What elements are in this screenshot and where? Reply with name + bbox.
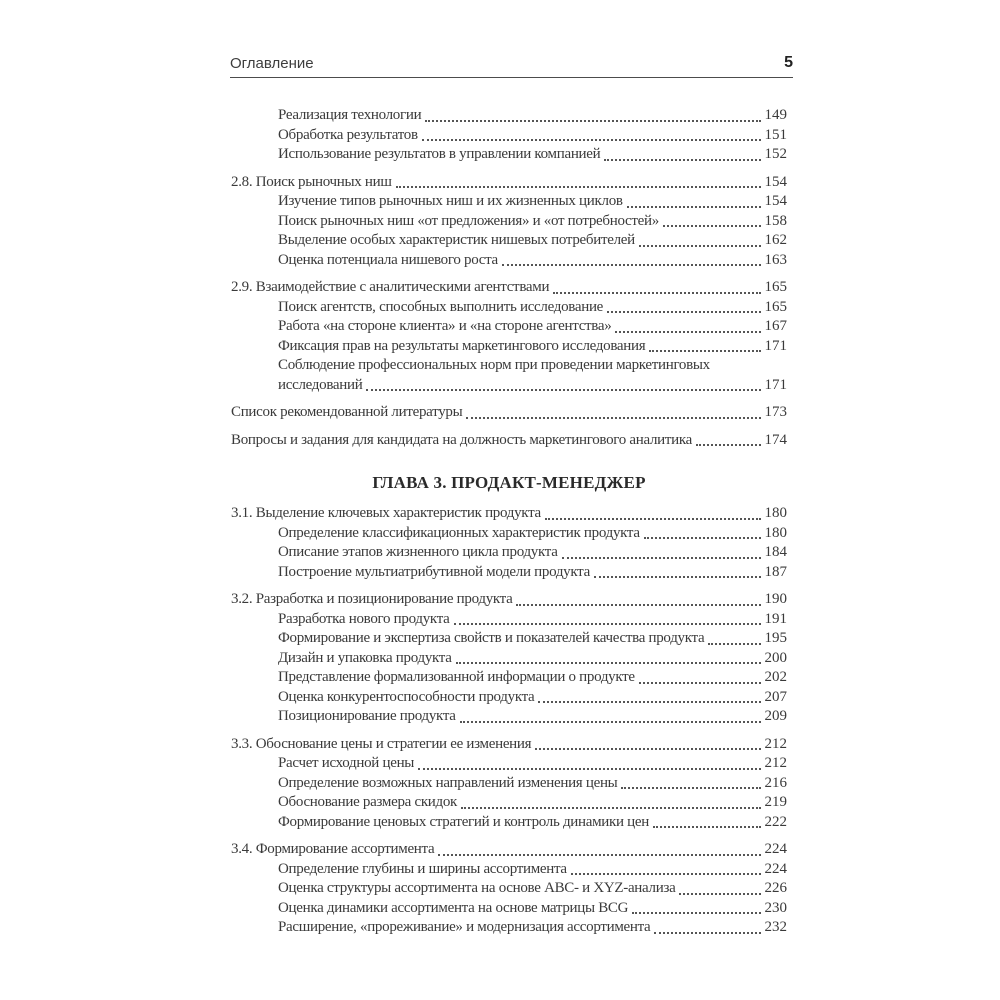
toc-entry bbox=[231, 504, 787, 524]
toc-entry bbox=[231, 278, 787, 298]
toc-entry bbox=[231, 431, 787, 451]
entry-page-number: 154 bbox=[764, 193, 787, 209]
entry-label: Использование результатов в управлении компанией bbox=[278, 146, 601, 162]
entry-page-number: 226 bbox=[764, 880, 787, 896]
dot-leader-icon bbox=[424, 106, 761, 126]
entry-label: 3.4. Формирование ассортимента bbox=[231, 841, 435, 857]
toc-entry bbox=[231, 376, 787, 396]
dot-leader-icon bbox=[603, 145, 761, 165]
toc-entry bbox=[231, 356, 787, 376]
dot-leader-icon bbox=[365, 376, 761, 396]
entry-page-number: 219 bbox=[764, 794, 787, 810]
dot-leader-icon bbox=[652, 813, 762, 833]
dot-leader-icon bbox=[501, 251, 762, 271]
entry-page-number: 152 bbox=[764, 146, 787, 162]
dot-leader-icon bbox=[459, 707, 762, 727]
toc-entry bbox=[231, 126, 787, 146]
entry-page-number: 180 bbox=[764, 505, 787, 521]
entry-page-number: 151 bbox=[764, 126, 787, 143]
entry-page-number: 184 bbox=[764, 544, 787, 560]
toc-entry bbox=[231, 707, 787, 727]
entry-page-number: 174 bbox=[764, 431, 787, 448]
dot-leader-icon bbox=[561, 543, 762, 563]
dot-leader-icon bbox=[453, 610, 762, 630]
entry-page-number: 158 bbox=[764, 212, 787, 229]
toc-entry bbox=[231, 840, 787, 860]
dot-leader-icon bbox=[620, 774, 761, 794]
toc-entry bbox=[231, 918, 787, 938]
entry-page-number: 202 bbox=[764, 669, 787, 685]
toc-entry bbox=[231, 649, 787, 669]
toc-entry bbox=[231, 590, 787, 610]
dot-leader-icon bbox=[707, 629, 761, 649]
dot-leader-icon bbox=[638, 668, 762, 688]
dot-leader-icon bbox=[570, 860, 762, 880]
dot-leader-icon bbox=[395, 173, 762, 193]
toc-entry bbox=[231, 145, 787, 165]
toc-entry bbox=[231, 231, 787, 251]
dot-leader-icon bbox=[653, 918, 761, 938]
entry-label: Обработка результатов bbox=[278, 126, 418, 143]
toc-entry bbox=[231, 879, 787, 899]
entry-page-number: 154 bbox=[764, 173, 787, 190]
toc-entry bbox=[231, 668, 787, 688]
entry-label: Обоснование размера скидок bbox=[278, 794, 458, 810]
entry-page-number: 180 bbox=[764, 524, 787, 541]
toc-entry bbox=[231, 860, 787, 880]
entry-page-number: 216 bbox=[764, 774, 787, 791]
entry-page-number: 224 bbox=[764, 841, 787, 857]
dot-leader-icon bbox=[593, 563, 762, 583]
entry-label: Изучение типов рыночных ниш и их жизненных циклов bbox=[278, 193, 623, 209]
entry-label: Оценка динамики ассортимента на основе матрицы BCG bbox=[278, 899, 629, 916]
entry-label: 3.3. Обоснование цены и стратегии ее изменения bbox=[231, 735, 532, 752]
entry-label: Позиционирование продукта bbox=[278, 708, 456, 724]
toc-entry bbox=[231, 173, 787, 193]
entry-label: Работа «на стороне клиента» и «на стороне агентства» bbox=[278, 318, 612, 334]
dot-leader-icon bbox=[534, 735, 761, 755]
running-header bbox=[230, 54, 793, 78]
dot-leader-icon bbox=[678, 879, 761, 899]
entry-page-number: 163 bbox=[764, 251, 787, 268]
dot-leader-icon bbox=[626, 192, 762, 212]
dot-leader-icon bbox=[465, 403, 761, 423]
entry-label: 3.2. Разработка и позиционирование продукта bbox=[231, 591, 513, 607]
entry-label: Оценка конкурентоспособности продукта bbox=[278, 688, 535, 705]
entry-label: Формирование ценовых стратегий и контроль динамики цен bbox=[278, 813, 649, 830]
entry-label: Формирование и экспертиза свойств и показателей качества продукта bbox=[278, 630, 705, 646]
dot-leader-icon bbox=[614, 317, 761, 337]
toc-entry bbox=[231, 251, 787, 271]
entry-page-number: 171 bbox=[764, 337, 787, 354]
toc-entry bbox=[231, 563, 787, 583]
entry-label: Поиск агентств, способных выполнить исследование bbox=[278, 298, 604, 315]
toc-entry bbox=[231, 793, 787, 813]
dot-leader-icon bbox=[695, 431, 762, 451]
entry-page-number: 190 bbox=[764, 591, 787, 607]
toc-entry bbox=[231, 106, 787, 126]
entry-label: исследований bbox=[278, 376, 363, 393]
entry-label: Фиксация прав на результаты маркетингового исследования bbox=[278, 337, 646, 354]
dot-leader-icon bbox=[437, 840, 761, 860]
dot-leader-icon bbox=[417, 754, 761, 774]
dot-leader-icon bbox=[544, 504, 762, 524]
dot-leader-icon bbox=[537, 688, 761, 708]
entry-page-number: 195 bbox=[764, 630, 787, 646]
entry-label: Соблюдение профессиональных норм при проведении маркетинговых bbox=[278, 357, 710, 373]
entry-label: Поиск рыночных ниш «от предложения» и «от потребностей» bbox=[278, 212, 659, 229]
toc-entry bbox=[231, 403, 787, 423]
dot-leader-icon bbox=[460, 793, 761, 813]
toc-entry bbox=[231, 899, 787, 919]
dot-leader-icon bbox=[455, 649, 762, 669]
entry-label: Построение мультиатрибутивной модели продукта bbox=[278, 563, 590, 580]
entry-label: Оценка структуры ассортимента на основе ABC- и XYZ-анализа bbox=[278, 880, 676, 896]
entry-label: Расширение, «прореживание» и модернизация ассортимента bbox=[278, 919, 651, 935]
toc-entry bbox=[231, 524, 787, 544]
dot-leader-icon bbox=[552, 278, 761, 298]
running-header-title: Оглавление bbox=[230, 55, 314, 72]
entry-page-number: 167 bbox=[764, 318, 787, 334]
entry-label: Описание этапов жизненного цикла продукта bbox=[278, 544, 558, 560]
entry-label: Выделение особых характеристик нишевых потребителей bbox=[278, 232, 635, 248]
entry-page-number: 209 bbox=[764, 708, 787, 724]
page-number: 5 bbox=[784, 54, 793, 71]
entry-page-number: 171 bbox=[764, 376, 787, 393]
dot-leader-icon bbox=[638, 231, 762, 251]
toc-entry bbox=[231, 735, 787, 755]
dot-leader-icon bbox=[648, 337, 761, 357]
toc-list bbox=[231, 106, 787, 938]
toc-entry bbox=[231, 813, 787, 833]
entry-label: Список рекомендованной литературы bbox=[231, 404, 463, 420]
entry-label: 2.8. Поиск рыночных ниш bbox=[231, 173, 392, 190]
entry-label: Реализация технологии bbox=[278, 107, 422, 123]
entry-label: Расчет исходной цены bbox=[278, 755, 415, 771]
toc-entry bbox=[231, 298, 787, 318]
chapter-heading: ГЛАВА 3. ПРОДАКТ-МЕНЕДЖЕР bbox=[372, 473, 646, 492]
toc-entry bbox=[231, 774, 787, 794]
entry-page-number: 222 bbox=[764, 813, 787, 830]
entry-label: 2.9. Взаимодействие с аналитическими агентствами bbox=[231, 279, 550, 295]
toc-entry bbox=[231, 192, 787, 212]
entry-label: Определение глубины и ширины ассортимента bbox=[278, 860, 567, 877]
entry-page-number: 207 bbox=[764, 688, 787, 705]
entry-label: Вопросы и задания для кандидата на должность маркетингового аналитика bbox=[231, 431, 692, 448]
dot-leader-icon bbox=[515, 590, 761, 610]
entry-label: Дизайн и упаковка продукта bbox=[278, 649, 452, 666]
dot-leader-icon bbox=[662, 212, 762, 232]
entry-page-number: 187 bbox=[764, 563, 787, 580]
entry-label: Разработка нового продукта bbox=[278, 610, 450, 627]
entry-page-number: 212 bbox=[764, 735, 787, 752]
entry-page-number: 212 bbox=[764, 755, 787, 771]
dot-leader-icon bbox=[606, 298, 761, 318]
entry-page-number: 173 bbox=[764, 404, 787, 420]
entry-page-number: 224 bbox=[764, 860, 787, 877]
toc-entry bbox=[231, 688, 787, 708]
dot-leader-icon bbox=[631, 899, 761, 919]
toc-entry bbox=[231, 317, 787, 337]
toc-entry bbox=[231, 754, 787, 774]
toc-entry bbox=[231, 337, 787, 357]
entry-label: Определение классификационных характеристик продукта bbox=[278, 524, 640, 541]
entry-page-number: 191 bbox=[764, 610, 787, 627]
toc-entry bbox=[231, 610, 787, 630]
dot-leader-icon bbox=[643, 524, 762, 544]
entry-label: Представление формализованной информации о продукте bbox=[278, 669, 635, 685]
entry-label: Определение возможных направлений изменения цены bbox=[278, 774, 618, 791]
toc-entry bbox=[231, 212, 787, 232]
entry-page-number: 165 bbox=[764, 298, 787, 315]
entry-page-number: 149 bbox=[764, 107, 787, 123]
entry-page-number: 165 bbox=[764, 279, 787, 295]
entry-label: 3.1. Выделение ключевых характеристик продукта bbox=[231, 505, 541, 521]
toc-entry bbox=[231, 543, 787, 563]
entry-page-number: 200 bbox=[764, 649, 787, 666]
dot-leader-icon bbox=[421, 126, 762, 146]
entry-label: Оценка потенциала нишевого роста bbox=[278, 251, 498, 268]
entry-page-number: 230 bbox=[764, 899, 787, 916]
entry-page-number: 232 bbox=[764, 919, 787, 935]
toc-entry bbox=[231, 629, 787, 649]
entry-page-number: 162 bbox=[764, 232, 787, 248]
